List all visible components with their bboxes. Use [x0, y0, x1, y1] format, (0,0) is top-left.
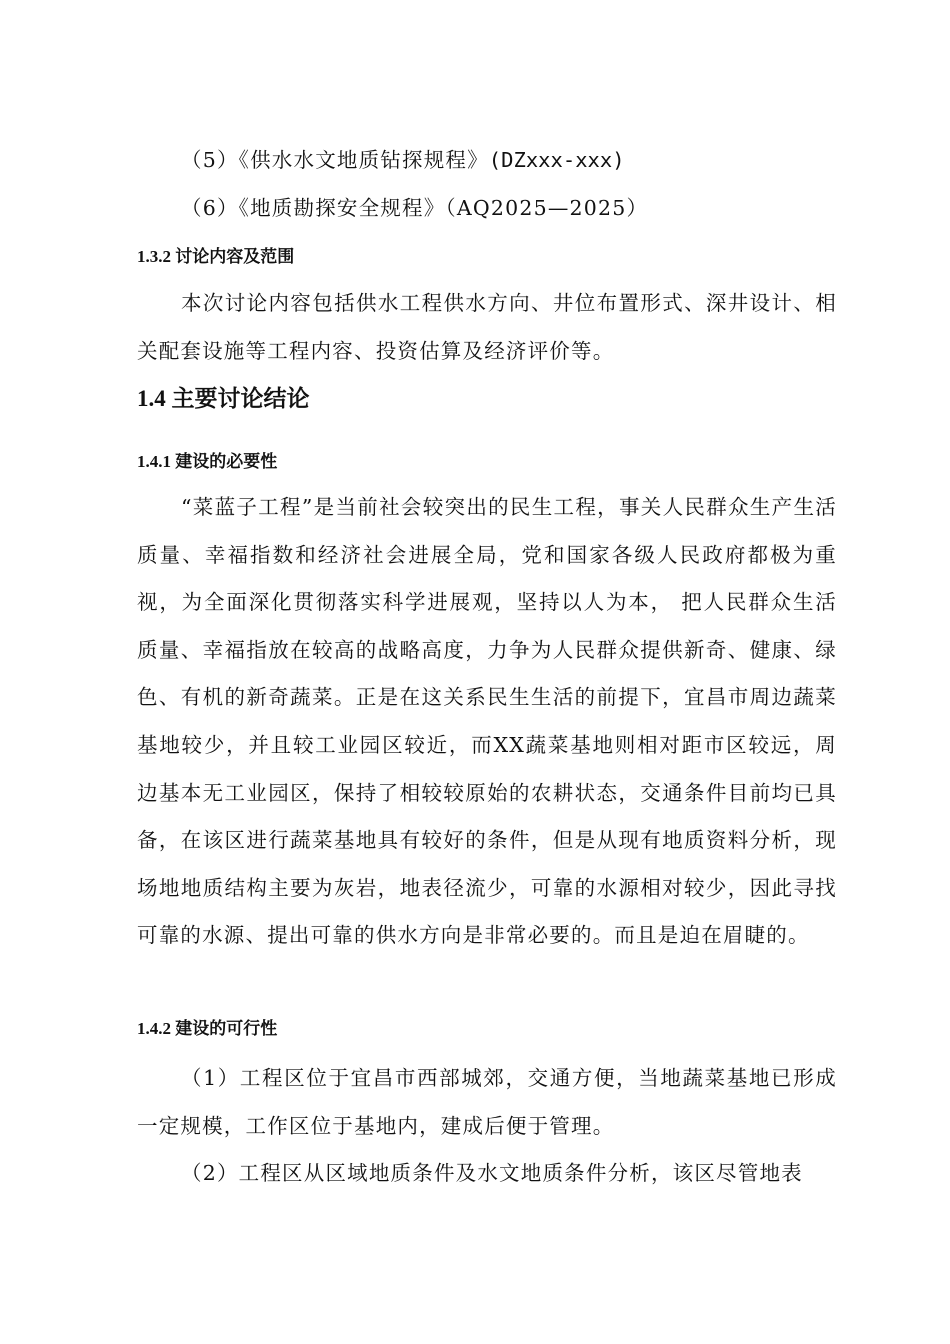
- reference-item-6-title: （6）《地质勘探安全规程》: [181, 196, 446, 220]
- reference-item-5-code: (DZxxx-xxx): [488, 148, 625, 172]
- paragraph-necessity: “菜蓝子工程”是当前社会较突出的民生工程，事关人民群众生产生活质量、幸福指数和经济社会进展全局，党和国家各级人民政府都极为重视，为全面深化贯彻落实科学进展观，坚持以人为本， 把人民群众生活质量、幸福指放在较高的战略高度，力争为人民群众提供新奇、健康、绿色、有机的新奇蔬菜。正是在这关系民生生活的前提下，宜昌市周边蔬菜基地较少，并且较工业园区较近，而XX蔬菜基地则相对距市区较远，周边基本无工业园区，保持了相较较原始的农耕状态，交通条件目前均已具备，在该区进行蔬菜基地具有较好的条件，但是从现有地质资料分析，现场地地质结构主要为灰岩，地表径流少，可靠的水源相对较少，因此寻找可靠的水源、提出可靠的供水方向是非常必要的。而且是迫在眉睫的。: [137, 495, 837, 948]
- heading-1-4-1: 1.4.1 建设的必要性: [137, 452, 278, 471]
- paragraph-feasibility-1: （1）工程区位于宜昌市西部城郊，交通方便，当地蔬菜基地已形成一定规模，工作区位于基地内，建成后便于管理。: [137, 1066, 837, 1138]
- reference-item-5: [181, 146, 625, 174]
- paragraph-feasibility-2: （2）工程区从区域地质条件及水文地质条件分析，该区尽管地表: [181, 1161, 803, 1185]
- paragraph-scope: 本次讨论内容包括供水工程供水方向、井位布置形式、深井设计、相关配套设施等工程内容、投资估算及经济评价等。: [137, 291, 837, 363]
- heading-1-3-2: 1.3.2 讨论内容及范围: [137, 247, 295, 266]
- reference-item-6-code: （AQ2025—2025）: [445, 196, 649, 220]
- reference-item-6: [181, 194, 648, 222]
- heading-1-4-2: 1.4.2 建设的可行性: [137, 1019, 278, 1038]
- reference-item-5-title: （5）《供水水文地质钻探规程》: [181, 148, 489, 172]
- heading-1-4: 1.4 主要讨论结论: [137, 386, 310, 411]
